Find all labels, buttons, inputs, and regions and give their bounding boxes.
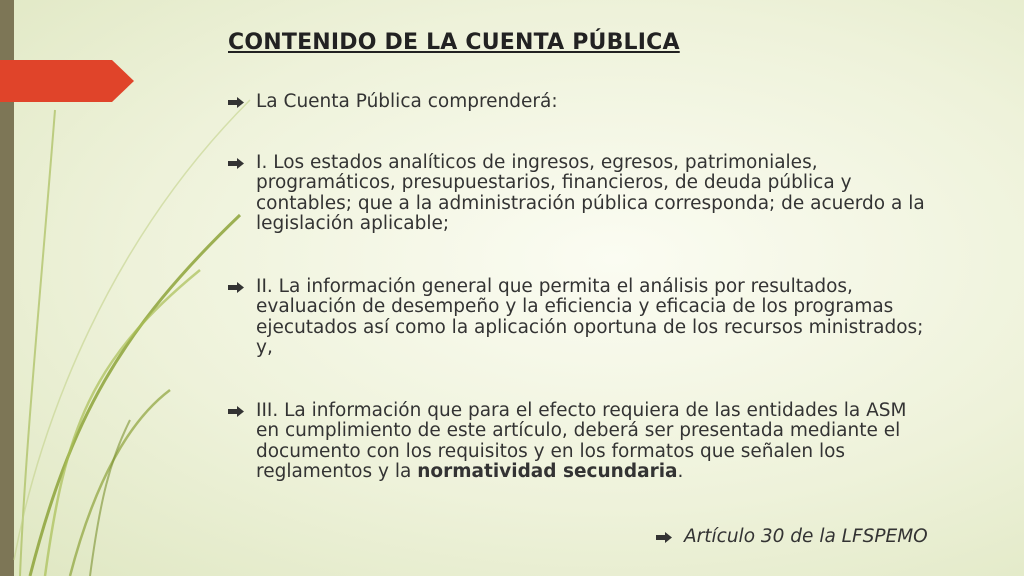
red-arrow-shape	[0, 60, 134, 102]
right-arrow-icon	[228, 406, 244, 417]
reference-text: Artículo 30 de la LFSPEMO	[684, 526, 928, 547]
bullet-text: La Cuenta Pública comprenderá:	[256, 91, 558, 112]
bullet-item	[228, 153, 928, 235]
bullet-text-bold: normatividad secundaria	[417, 461, 678, 482]
bullet-item	[228, 401, 928, 483]
bullet-text: II. La información general que permita el análisis por resultados, evaluación de desempeño y la eficiencia y eficacia de los programas ejecutados así como la aplicación oportuna de los recursos ministrados; y,	[256, 275, 924, 358]
reference-note	[656, 526, 928, 548]
slide-title: CONTENIDO DE LA CUENTA PÚBLICA	[228, 30, 680, 55]
right-arrow-icon	[228, 97, 244, 108]
right-arrow-icon	[656, 532, 672, 543]
bullet-text	[256, 400, 907, 483]
bullet-item	[228, 277, 928, 359]
bullet-text: I. Los estados analíticos de ingresos, egresos, patrimoniales, programáticos, presupuestarios, financieros, de deuda pública y contables; que a la administración pública corresponda; de acuerdo a la legislación aplicable;	[256, 151, 925, 234]
bullet-text-part: III. La información que para el efecto requiera de las entidades la ASM en cumplimiento de este artículo, deberá ser presentada mediante el documento con los requisitos y en los formatos que señalen los reglamentos y la	[256, 399, 907, 482]
right-arrow-icon	[228, 282, 244, 293]
bullet-text-part: .	[677, 461, 684, 482]
bullet-list	[228, 92, 928, 483]
right-arrow-icon	[228, 158, 244, 169]
bullet-item	[228, 92, 928, 113]
